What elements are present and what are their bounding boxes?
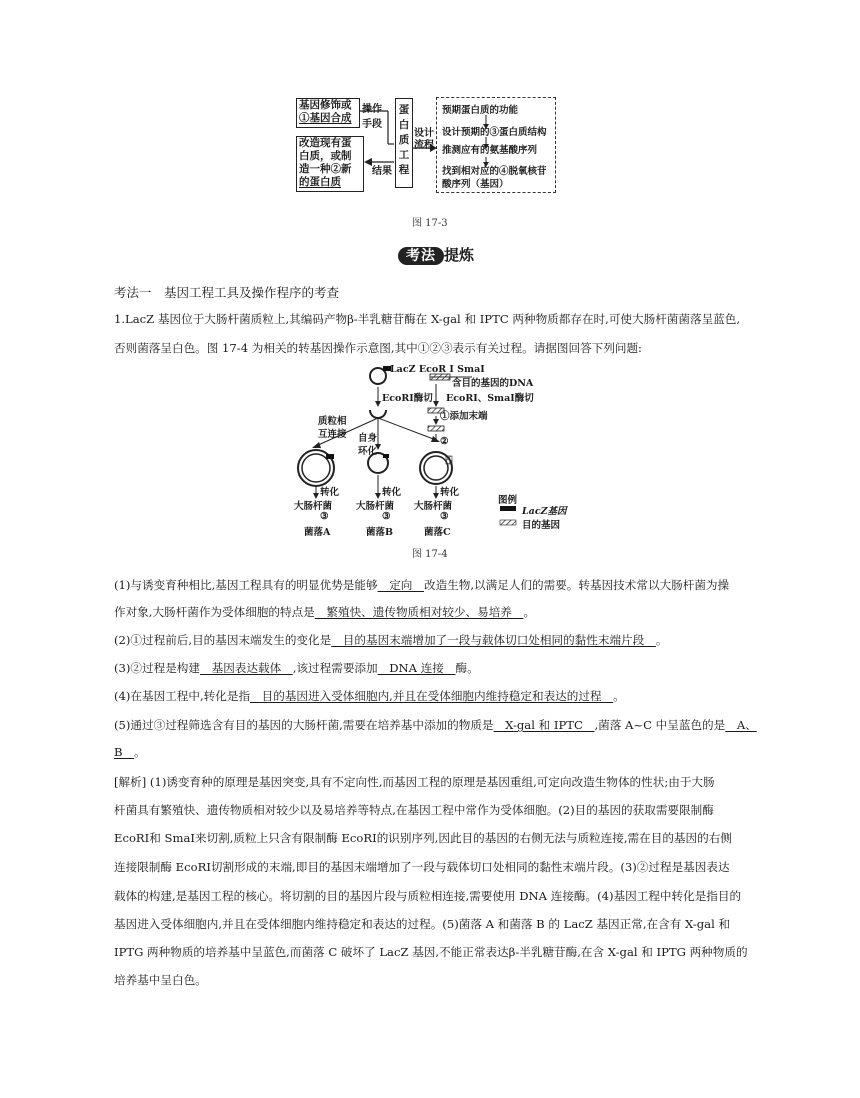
answer-blank: X-gal 和 IPTC bbox=[493, 718, 595, 732]
step-dna-a: 找到相对应的④脱氧核苷 bbox=[442, 166, 547, 177]
self-loop-label: 自身 环化 bbox=[358, 433, 378, 457]
colony-c: 菌落C bbox=[424, 527, 451, 538]
figure-17-3-caption: 图 17-3 bbox=[412, 218, 448, 229]
enzyme-left-label: EcoRⅠ酶切 bbox=[382, 393, 433, 404]
step3-a: ③ bbox=[320, 511, 329, 522]
answer-blank: DNA 连接 bbox=[377, 661, 456, 675]
legend-target: 目的基因 bbox=[522, 520, 561, 531]
figure-17-4 bbox=[286, 360, 572, 538]
answer-blank: B bbox=[114, 745, 135, 759]
step-structure: 设计预期的③蛋白质结构 bbox=[442, 127, 547, 138]
analysis-line-1: [解析] (1)诱变育种的原理是基因突变,具有不定向性,而基因工程的原理是基因重组,可定向改造生物体的性状;由于大肠 bbox=[114, 775, 715, 789]
answer-5b: B 。 bbox=[114, 745, 146, 759]
ecoli-b: 大肠杆菌 bbox=[356, 501, 395, 512]
section-badge bbox=[398, 244, 474, 265]
badge-left: 考法 bbox=[398, 247, 444, 265]
answer-1a: (1)与诱变育种相比,基因工程具有的明显优势是能够 定向 改造生物,以满足人们的需要。转基因技术常以大肠杆菌为操 bbox=[114, 578, 730, 592]
plasmid-link-label: 质粒相 互连接 bbox=[318, 416, 347, 440]
answer-blank: 繁殖快、遗传物质相对较少、易培养 bbox=[314, 605, 524, 619]
legend-title: 图例 bbox=[498, 495, 518, 506]
answer-5: (5)通过③过程筛选含有目的基因的大肠杆菌,需要在培养基中添加的物质是 X-gal 和 IPTC ,菌落 A~C 中呈蓝色的是 A、 bbox=[114, 718, 757, 732]
transform-a: 转化 bbox=[320, 487, 340, 498]
figure-17-4-caption: 图 17-4 bbox=[412, 549, 448, 560]
result-label: 结果 bbox=[372, 166, 392, 177]
design-flow-label: 设计 流程 bbox=[414, 128, 434, 151]
question-line-2: 否则菌落呈白色。图 17-4 为相关的转基因操作示意图,其中①②③表示有关过程。请据图回答下列问题: bbox=[114, 341, 642, 355]
transform-b: 转化 bbox=[382, 487, 402, 498]
answer-3: (3)②过程是构建 基因表达载体 ,该过程需要添加 DNA 连接 酶。 bbox=[114, 661, 479, 675]
analysis-line-5: 载体的构建,是基因工程的核心。将切割的目的基因片段与质粒相连接,需要使用 DNA 连接酶。(4)基因工程中转化是指目的 bbox=[114, 889, 742, 903]
answer-blank: 目的基因进入受体细胞内,并且在受体细胞内维持稳定和表达的过程 bbox=[250, 689, 614, 703]
analysis-line-7: IPTG 两种物质的培养基中呈蓝色,而菌落 C 破坏了 LacZ 基因,不能正常表达β-半乳糖苷酶,在含 X-gal 和 IPTG 两种物质的 bbox=[114, 945, 748, 959]
analysis-line-6: 基因进入受体细胞内,并且在受体细胞内维持稳定和表达的过程。(5)菌落 A 和菌落 B 的 LacZ 基因正常,在含有 X-gal 和 bbox=[114, 917, 731, 931]
question-line-1: 1.LacZ 基因位于大肠杆菌质粒上,其编码产物β-半乳糖苷酶在 X-gal 和 IPTC 两种物质都存在时,可使大肠杆菌菌落呈蓝色, bbox=[114, 312, 741, 326]
step3-c: ③ bbox=[440, 511, 449, 522]
colony-b: 菌落B bbox=[366, 527, 394, 538]
add-end-label: ①添加末端 bbox=[440, 411, 488, 422]
step3-b: ③ bbox=[382, 511, 391, 522]
answer-1b: 作对象,大肠杆菌作为受体细胞的特点是 繁殖快、遗传物质相对较少、易培养 。 bbox=[114, 605, 536, 619]
analysis-line-8: 培养基中呈白色。 bbox=[114, 973, 207, 987]
step-function: 预期蛋白质的功能 bbox=[442, 105, 519, 116]
step-amino-acid: 推测应有的氨基酸序列 bbox=[442, 145, 538, 156]
op-label: 操作 手段 bbox=[362, 104, 382, 130]
protein-engineering-box: 蛋 白 质 工 程 bbox=[395, 98, 413, 188]
analysis-line-3: EcoRⅠ和 SmaⅠ来切割,质粒上只含有限制酶 EcoRⅠ的识别序列,因此目的基因的右侧无法与质粒连接,需在目的基因的右侧 bbox=[114, 831, 732, 845]
colony-a: 菌落A bbox=[304, 527, 331, 538]
analysis-line-2: 杆菌具有繁殖快、遗传物质相对较少以及易培养等特点,在基因工程中常作为受体细胞。(2)目的基因的获取需要限制酶 bbox=[114, 803, 714, 817]
step2-label: ② bbox=[440, 436, 449, 447]
badge-right: 提炼 bbox=[444, 246, 475, 264]
step-dna-b: 酸序列（基因） bbox=[442, 179, 509, 190]
transform-c: 转化 bbox=[440, 487, 460, 498]
enzyme-right-label: EcoRⅠ、SmaⅠ酶切 bbox=[446, 393, 534, 404]
answer-4: (4)在基因工程中,转化是指 目的基因进入受体细胞内,并且在受体细胞内维持稳定和表达的过程 。 bbox=[114, 689, 625, 703]
legend-lacz: LacZ基因 bbox=[522, 506, 567, 517]
ecoli-c: 大肠杆菌 bbox=[414, 501, 453, 512]
gene-modify-box: 基因修饰或 ①基因合成 bbox=[296, 98, 360, 128]
answer-2: (2)①过程前后,目的基因末端发生的变化是 目的基因末端增加了一段与载体切口处相同的黏性末端片段 。 bbox=[114, 633, 668, 647]
result-box: 改造现有蛋 白质，或制 造一种②新 的蛋白质 bbox=[296, 136, 364, 192]
lacz-ecor-sma-label: LacZ EcoR Ⅰ SmaⅠ bbox=[390, 364, 485, 375]
answer-blank: A、 bbox=[725, 718, 757, 732]
figure-17-3 bbox=[296, 96, 558, 196]
answer-blank: 目的基因末端增加了一段与载体切口处相同的黏性末端片段 bbox=[331, 633, 656, 647]
answer-blank: 基因表达载体 bbox=[200, 661, 293, 675]
analysis-line-4: 连接限制酶 EcoRⅠ切割形成的末端,即目的基因末端增加了一段与载体切口处相同的黏性末端片段。(3)②过程是基因表达 bbox=[114, 860, 730, 874]
answer-blank: 定向 bbox=[377, 578, 424, 592]
dna-label: 含目的基因的DNA bbox=[452, 378, 534, 389]
section-title: 考法一 基因工程工具及操作程序的考查 bbox=[114, 285, 340, 300]
ecoli-a: 大肠杆菌 bbox=[294, 501, 333, 512]
